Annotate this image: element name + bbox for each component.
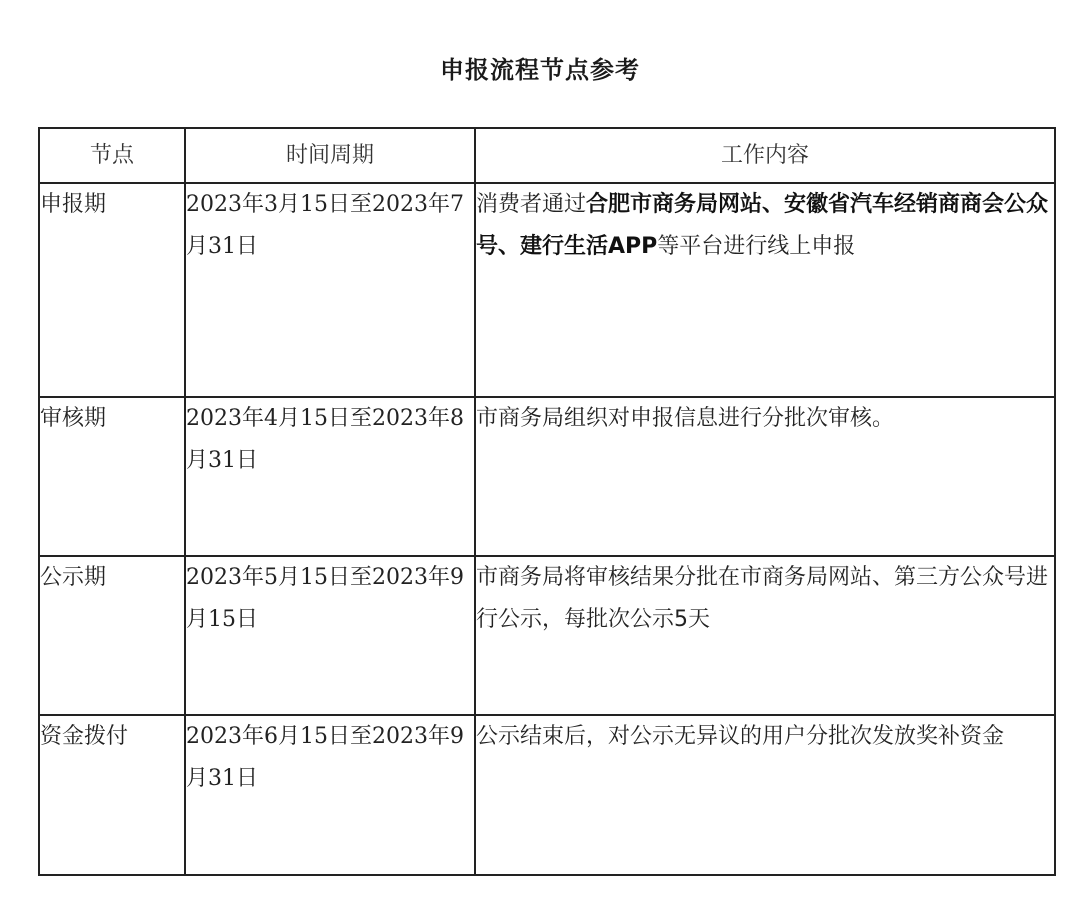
period-cell: 2023年3月15日至2023年7月31日: [185, 183, 475, 397]
table-row: [39, 715, 1055, 875]
process-table: [38, 127, 1056, 876]
node-cell: 公示期: [39, 556, 185, 715]
period-cell: 2023年5月15日至2023年9月15日: [185, 556, 475, 715]
period-cell: 2023年6月15日至2023年9月31日: [185, 715, 475, 875]
content-cell: 市商务局组织对申报信息进行分批次审核。: [475, 397, 1055, 556]
table-header-row: [39, 128, 1055, 183]
content-cell: 公示结束后，对公示无异议的用户分批次发放奖补资金: [475, 715, 1055, 875]
content-cell: 市商务局将审核结果分批在市商务局网站、第三方公众号进行公示，每批次公示5天: [475, 556, 1055, 715]
content-bold-text: 合肥市商务局网站、安徽省汽车经销商商会公众号、建行生活APP: [476, 192, 1049, 259]
node-cell: 申报期: [39, 183, 185, 397]
header-node: 节点: [39, 128, 185, 183]
node-cell: 审核期: [39, 397, 185, 556]
header-content: 工作内容: [475, 128, 1055, 183]
page-title: 申报流程节点参考: [440, 56, 640, 84]
table-row: [39, 556, 1055, 715]
content-cell: [475, 183, 1055, 397]
content-text: 消费者通过: [476, 192, 587, 217]
header-period: 时间周期: [185, 128, 475, 183]
period-cell: 2023年4月15日至2023年8月31日: [185, 397, 475, 556]
content-text: 等平台进行线上申报: [657, 234, 856, 259]
table-row: [39, 397, 1055, 556]
node-cell: 资金拨付: [39, 715, 185, 875]
table-row: [39, 183, 1055, 397]
